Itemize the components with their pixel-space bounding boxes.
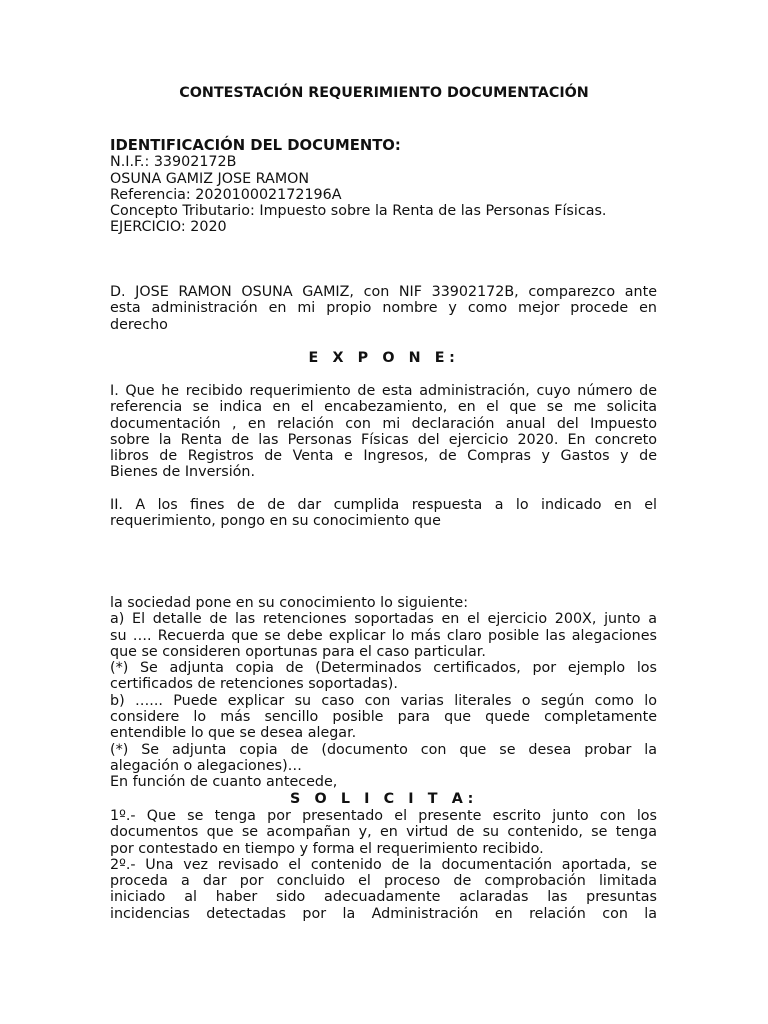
paragraph-ii [110, 497, 657, 530]
statement-line: entendible lo que se desea alegar. [110, 725, 357, 742]
statement-line: (*) Se adjunta copia de (documento con que se desea probar la [110, 741, 657, 758]
statement-line: que se consideren oportunas para el caso particular. [110, 643, 486, 660]
identification-section [110, 138, 657, 236]
paragraph-line: requerimiento, pongo en su conocimiento que [110, 513, 441, 530]
company-statement [110, 595, 657, 791]
nif-line: N.I.F.: 33902172B [110, 154, 237, 171]
statement-line: (*) Se adjunta copia de (Determinados certificados, por ejemplo los [110, 660, 657, 677]
identification-heading: IDENTIFICACIÓN DEL DOCUMENTO: [110, 137, 401, 154]
paragraph-line: I. Que he recibido requerimiento de esta administración, cuyo número de [110, 383, 657, 399]
fiscal-year-line: EJERCICIO: 2020 [110, 219, 227, 236]
statement-line: alegación o alegaciones)… [110, 757, 302, 774]
intro-line: D. JOSE RAMON OSUNA GAMIZ, con NIF 33902172B, comparezco ante [110, 284, 657, 300]
paragraph-line: II. A los fines de de dar cumplida respuesta a lo indicado en el [110, 497, 657, 513]
tax-concept-line: Concepto Tributario: Impuesto sobre la Renta de las Personas Físicas. [110, 203, 607, 220]
solicita-heading: S O L I C I T A: [290, 791, 478, 807]
document-title: CONTESTACIÓN REQUERIMIENTO DOCUMENTACIÓN [179, 85, 589, 101]
requests-section [110, 808, 657, 922]
request-line: proceda a dar por concluido el proceso de comprobación limitada [110, 873, 657, 890]
paragraph-line: libros de Registros de Venta e Ingresos, de Compras y Gastos y de [110, 448, 657, 465]
statement-line: a) El detalle de las retenciones soportadas en el ejercicio 200X, junto a [110, 611, 657, 628]
name-line: OSUNA GAMIZ JOSE RAMON [110, 170, 310, 187]
paragraph-line: sobre la Renta de las Personas Físicas del ejercicio 2020. En concreto [110, 431, 657, 448]
request-line: iniciado al haber sido adecuadamente aclaradas las presuntas [110, 889, 657, 906]
statement-line: considere lo más sencillo posible para que quede completamente [110, 709, 657, 726]
reference-line: Referencia: 202010002172196A [110, 186, 342, 203]
statement-line: certificados de retenciones soportadas). [110, 676, 398, 693]
expone-heading: E X P O N E: [308, 350, 460, 366]
statement-line: b) …... Puede explicar su caso con varias literales o según como lo [110, 692, 657, 709]
request-line: 1º.- Que se tenga por presentado el presente escrito junto con los [110, 808, 657, 824]
statement-line: En función de cuanto antecede, [110, 774, 338, 791]
intro-line: derecho [110, 316, 168, 333]
intro-line: esta administración en mi propio nombre y como mejor procede en [110, 300, 657, 317]
request-line: por contestado en tiempo y forma el requerimiento recibido. [110, 840, 544, 857]
request-line: incidencias detectadas por la Administración en relación con la [110, 905, 657, 922]
paragraph-line: documentación , en relación con mi declaración anual del Impuesto [110, 415, 657, 432]
paragraph-line: Bienes de Inversión. [110, 464, 256, 481]
request-line: 2º.- Una vez revisado el contenido de la documentación aportada, se [110, 856, 657, 873]
request-line: documentos que se acompañan y, en virtud de su contenido, se tenga [110, 824, 657, 841]
statement-line: su …. Recuerda que se debe explicar lo más claro posible las alegaciones [110, 627, 657, 644]
paragraph-i [110, 383, 657, 481]
statement-line: la sociedad pone en su conocimiento lo siguiente: [110, 595, 469, 611]
intro-paragraph [110, 284, 657, 333]
paragraph-line: referencia se indica en el encabezamiento, en el que se me solicita [110, 399, 657, 416]
